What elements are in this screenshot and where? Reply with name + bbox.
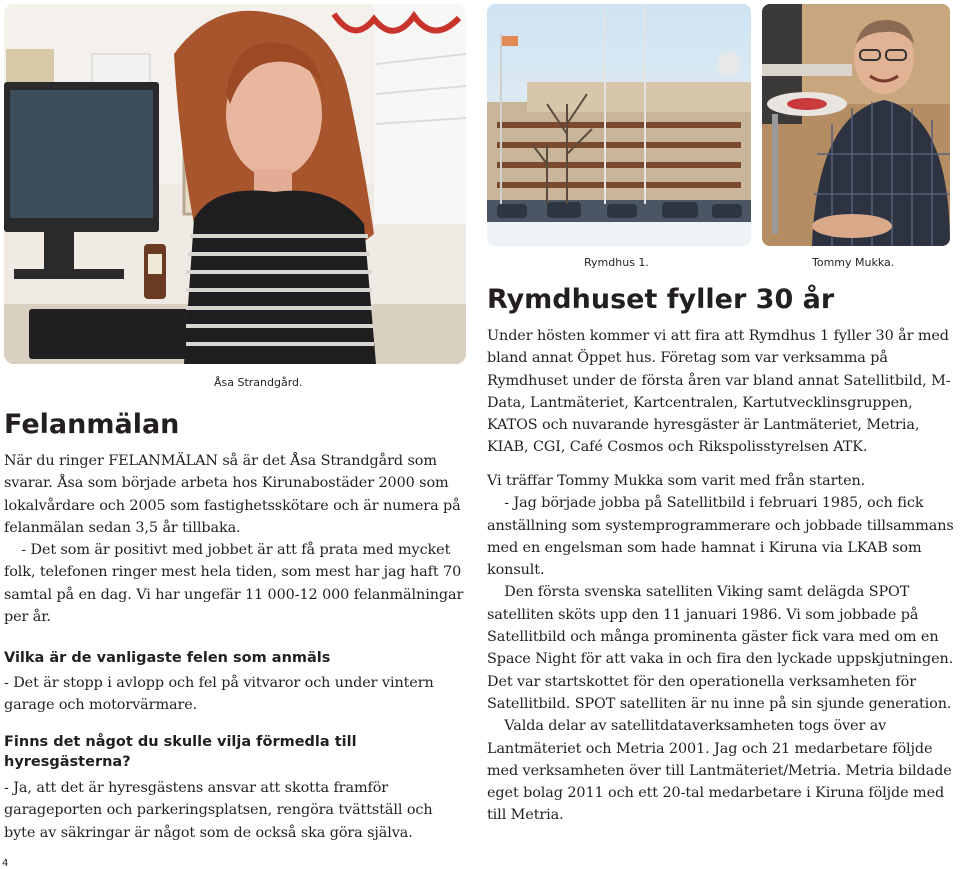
- photo-tommy-illustration: [762, 4, 950, 246]
- page-number: 4: [2, 858, 9, 869]
- heading-rymdhuset: Rymdhuset fyller 30 år: [487, 284, 835, 315]
- right-paragraph-4: Valda delar av satellitdataverksamheten togs över av Lantmäteriet och Metria 2001. Jag och 21 medarbetare följde med verksamheten över till Lantmäteriet/Metria. Metria bildade eget bolag 2011 och ett 20-tal medarbetare i Kiruna följde med till Metria.: [487, 718, 952, 824]
- right-paragraph-3: Den första svenska satelliten Viking samt delägda SPOT satelliten sköts upp den 11 januari 1986. Vi som jobbade på Satellitbild och många prominenta gäster fick vara med om en Space Night för att vaka in och fira den lyckade uppskjutningen. Det var startskottet för den operationella verksamheten för Satellitbild. SPOT satelliten är nu inne på sin sjunde generation.: [487, 584, 954, 712]
- photo-caption-asa: Åsa Strandgård.: [214, 376, 303, 389]
- right-paragraph-2: - Jag började jobba på Satellitbild i februari 1985, och fick anställning som systemprogrammerare och jobbade tillsammans med en engelsman som hade hamnat i Kiruna via LKAB som konsult.: [487, 495, 954, 579]
- left-answer-2: - Ja, att det är hyresgästens ansvar att skotta framför garageporten och parkeringsplatsen, rengöra tvättställ och byte av säkringar är något som de också ska göra själva.: [4, 780, 433, 841]
- left-article-body: [4, 450, 464, 628]
- right-article-body: [487, 470, 955, 827]
- photo-rymdhus: [487, 4, 751, 246]
- photo-asa-illustration: [4, 4, 466, 364]
- right-intro-paragraph: Under hösten kommer vi att fira att Rymdhus 1 fyller 30 år med bland annat Öppet hus. Företag som var verksamma på Rymdhuset under de första åren var bland annat Satellitbild, M-Data, Lantmäteriet, Kartcentralen, Kartutvecklinsgruppen, KATOS och nuvarande hyresgäster är Lantmäteriet, Metria, KIAB, CGI, Café Cosmos och Rikspolisstyrelsen ATK.: [487, 328, 951, 456]
- photo-caption-tommy: Tommy Mukka.: [812, 256, 895, 269]
- photo-tommy-mukka: [762, 4, 950, 246]
- photo-asa-strandgard: [4, 4, 466, 364]
- right-article-intro: [487, 325, 955, 459]
- heading-felanmalan: Felanmälan: [4, 409, 180, 440]
- left-quote-paragraph: - Det som är positivt med jobbet är att få prata med mycket folk, telefonen ringer mest hela tiden, som mest har jag haft 70 samtal på en dag. Vi har ungefär 11 000-12 000 felanmälningar per år.: [4, 542, 464, 626]
- left-answer-1: - Det är stopp i avlopp och fel på vitvaror och under vintern garage och motorvärmare.: [4, 675, 434, 714]
- right-paragraph-1: Vi träffar Tommy Mukka som varit med från starten.: [487, 473, 866, 489]
- photo-caption-rymdhus: Rymdhus 1.: [584, 256, 649, 269]
- left-intro-paragraph: När du ringer FELANMÄLAN så är det Åsa Strandgård som svarar. Åsa som började arbeta hos Kirunabostäder 2000 som lokalvårdare och 2005 som fastighetsskötare och är numera på felanmälan sedan 3,5 år tillbaka.: [4, 453, 461, 536]
- left-question-1: Vilka är de vanligaste felen som anmäls: [4, 650, 331, 666]
- photo-rymdhus-illustration: [487, 4, 751, 246]
- left-question-2: Finns det något du skulle vilja förmedla till hyresgästerna?: [4, 734, 357, 770]
